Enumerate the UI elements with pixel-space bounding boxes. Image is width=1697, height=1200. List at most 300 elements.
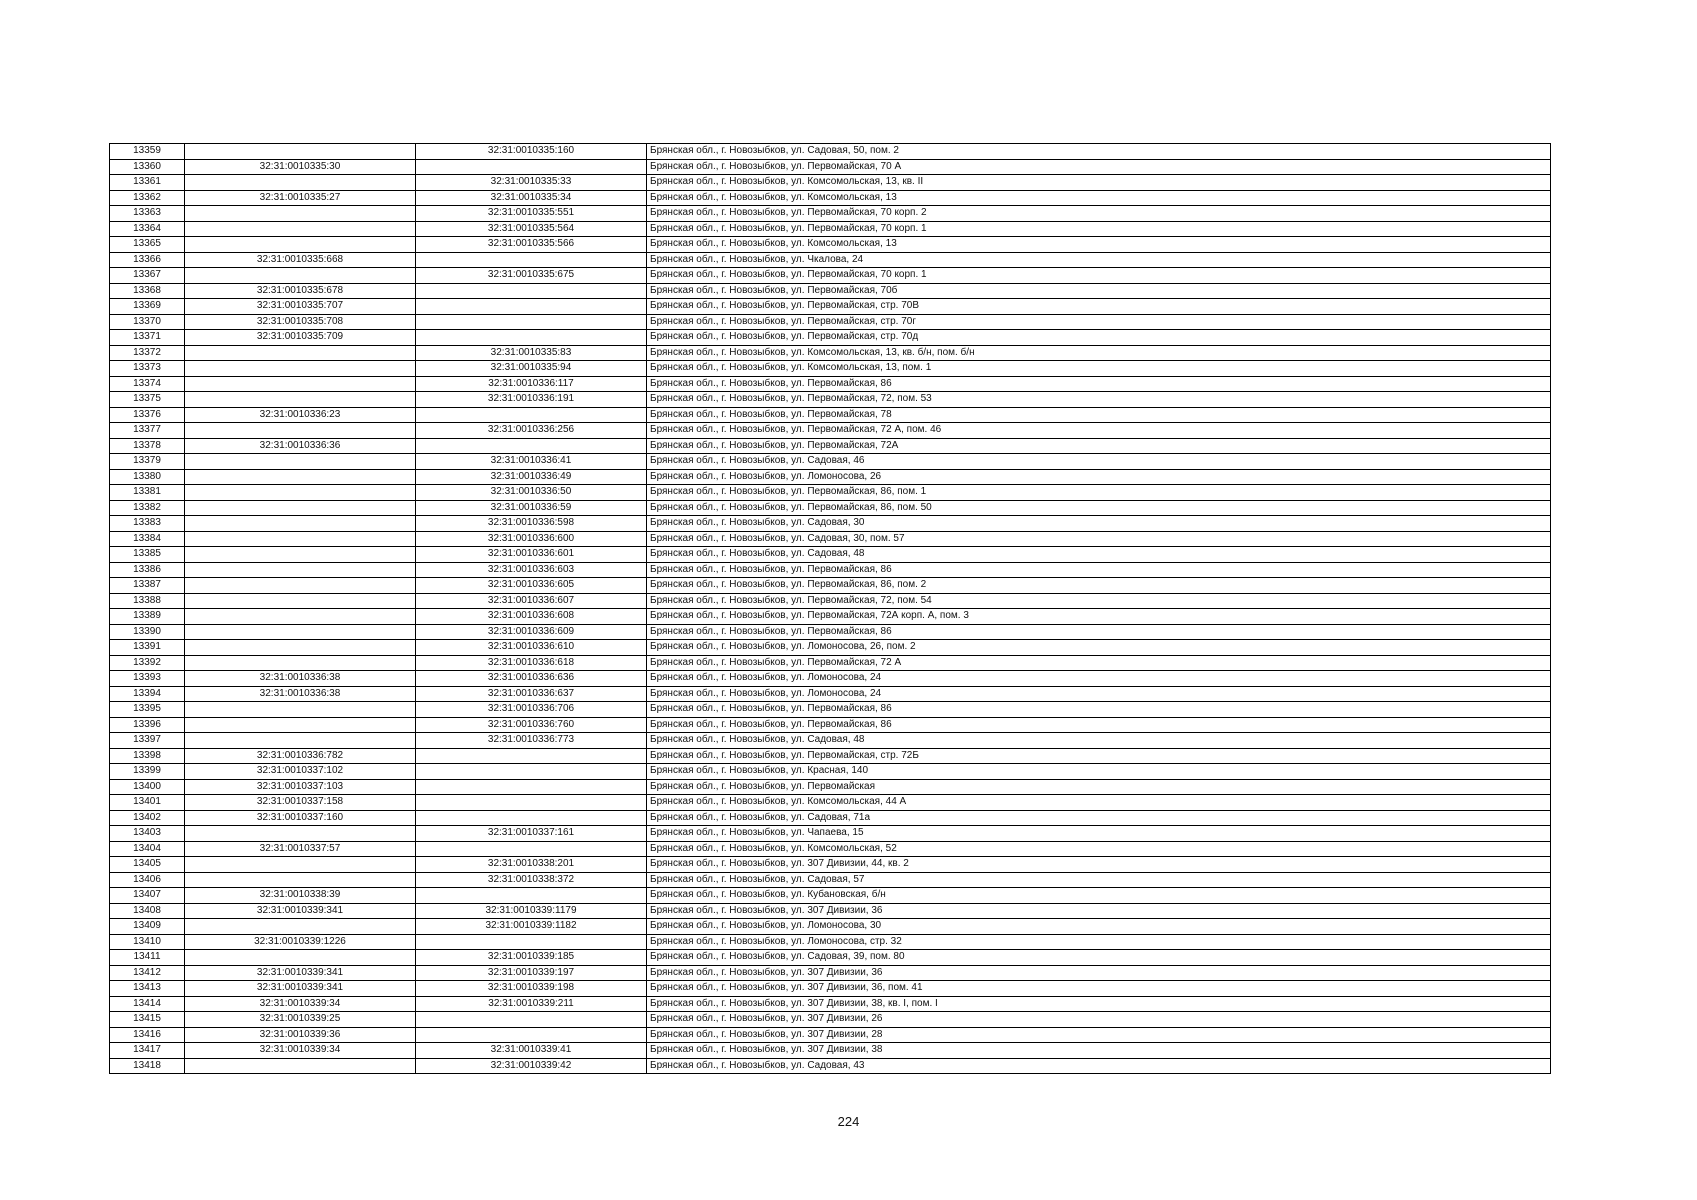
table-row xyxy=(110,1043,1551,1059)
table-row xyxy=(110,438,1551,454)
table-row xyxy=(110,733,1551,749)
building-cadastral-number-cell xyxy=(416,764,647,780)
cadastral-number-cell: 32:31:0010339:341 xyxy=(185,903,416,919)
table-row xyxy=(110,361,1551,377)
row-number-cell: 13406 xyxy=(110,872,185,888)
table-row xyxy=(110,903,1551,919)
table-row xyxy=(110,175,1551,191)
building-cadastral-number-cell xyxy=(416,748,647,764)
address-cell: Брянская обл., г. Новозыбков, ул. 307 Дивизии, 38 xyxy=(647,1043,1551,1059)
building-cadastral-number-cell: 32:31:0010337:161 xyxy=(416,826,647,842)
building-cadastral-number-cell xyxy=(416,252,647,268)
cadastral-number-cell xyxy=(185,857,416,873)
row-number-cell: 13401 xyxy=(110,795,185,811)
address-cell: Брянская обл., г. Новозыбков, ул. Первомайская, 72 А xyxy=(647,655,1551,671)
address-cell: Брянская обл., г. Новозыбков, ул. Чапаева, 15 xyxy=(647,826,1551,842)
cadastral-number-cell: 32:31:0010337:158 xyxy=(185,795,416,811)
table-row xyxy=(110,872,1551,888)
building-cadastral-number-cell: 32:31:0010336:609 xyxy=(416,624,647,640)
cadastral-number-cell: 32:31:0010339:1226 xyxy=(185,934,416,950)
cadastral-number-cell xyxy=(185,469,416,485)
address-cell: Брянская обл., г. Новозыбков, ул. Первомайская, 86, пом. 1 xyxy=(647,485,1551,501)
cadastral-number-cell xyxy=(185,516,416,532)
building-cadastral-number-cell: 32:31:0010336:600 xyxy=(416,531,647,547)
building-cadastral-number-cell: 32:31:0010336:605 xyxy=(416,578,647,594)
row-number-cell: 13361 xyxy=(110,175,185,191)
table-row xyxy=(110,500,1551,516)
building-cadastral-number-cell xyxy=(416,1012,647,1028)
row-number-cell: 13394 xyxy=(110,686,185,702)
row-number-cell: 13415 xyxy=(110,1012,185,1028)
table-row xyxy=(110,686,1551,702)
table-row xyxy=(110,950,1551,966)
table-row xyxy=(110,376,1551,392)
building-cadastral-number-cell: 32:31:0010336:59 xyxy=(416,500,647,516)
table-row xyxy=(110,469,1551,485)
table-row xyxy=(110,671,1551,687)
cadastral-number-cell xyxy=(185,237,416,253)
building-cadastral-number-cell xyxy=(416,283,647,299)
cadastral-number-cell xyxy=(185,950,416,966)
table-row xyxy=(110,624,1551,640)
table-row xyxy=(110,655,1551,671)
table-row xyxy=(110,996,1551,1012)
cadastral-number-cell xyxy=(185,717,416,733)
row-number-cell: 13381 xyxy=(110,485,185,501)
cadastral-number-cell xyxy=(185,702,416,718)
table-row xyxy=(110,407,1551,423)
table-row xyxy=(110,841,1551,857)
building-cadastral-number-cell: 32:31:0010339:1182 xyxy=(416,919,647,935)
address-cell: Брянская обл., г. Новозыбков, ул. Первомайская, 86, пом. 2 xyxy=(647,578,1551,594)
table-row xyxy=(110,423,1551,439)
cadastral-number-cell: 32:31:0010339:34 xyxy=(185,996,416,1012)
row-number-cell: 13386 xyxy=(110,562,185,578)
table-row xyxy=(110,547,1551,563)
address-cell: Брянская обл., г. Новозыбков, ул. Кубановская, б/н xyxy=(647,888,1551,904)
row-number-cell: 13412 xyxy=(110,965,185,981)
building-cadastral-number-cell: 32:31:0010336:760 xyxy=(416,717,647,733)
table-row xyxy=(110,826,1551,842)
address-cell: Брянская обл., г. Новозыбков, ул. 307 Дивизии, 28 xyxy=(647,1027,1551,1043)
row-number-cell: 13376 xyxy=(110,407,185,423)
row-number-cell: 13390 xyxy=(110,624,185,640)
building-cadastral-number-cell: 32:31:0010336:191 xyxy=(416,392,647,408)
address-cell: Брянская обл., г. Новозыбков, ул. Первомайская, 86 xyxy=(647,376,1551,392)
cadastral-number-cell xyxy=(185,640,416,656)
table-row xyxy=(110,919,1551,935)
building-cadastral-number-cell: 32:31:0010336:706 xyxy=(416,702,647,718)
cadastral-number-cell: 32:31:0010338:39 xyxy=(185,888,416,904)
building-cadastral-number-cell: 32:31:0010335:34 xyxy=(416,190,647,206)
address-cell: Брянская обл., г. Новозыбков, ул. 307 Дивизии, 36 xyxy=(647,903,1551,919)
table-row xyxy=(110,283,1551,299)
address-cell: Брянская обл., г. Новозыбков, ул. Комсомольская, 13, пом. 1 xyxy=(647,361,1551,377)
building-cadastral-number-cell: 32:31:0010336:50 xyxy=(416,485,647,501)
table-row xyxy=(110,159,1551,175)
cadastral-number-cell xyxy=(185,345,416,361)
row-number-cell: 13414 xyxy=(110,996,185,1012)
cadastral-number-cell xyxy=(185,655,416,671)
building-cadastral-number-cell: 32:31:0010339:1179 xyxy=(416,903,647,919)
row-number-cell: 13384 xyxy=(110,531,185,547)
building-cadastral-number-cell: 32:31:0010338:372 xyxy=(416,872,647,888)
cadastral-number-cell: 32:31:0010337:57 xyxy=(185,841,416,857)
cadastral-number-cell xyxy=(185,144,416,160)
row-number-cell: 13411 xyxy=(110,950,185,966)
building-cadastral-number-cell: 32:31:0010339:41 xyxy=(416,1043,647,1059)
table-row xyxy=(110,190,1551,206)
row-number-cell: 13380 xyxy=(110,469,185,485)
row-number-cell: 13368 xyxy=(110,283,185,299)
address-cell: Брянская обл., г. Новозыбков, ул. Садовая, 50, пом. 2 xyxy=(647,144,1551,160)
address-cell: Брянская обл., г. Новозыбков, ул. Первомайская, 78 xyxy=(647,407,1551,423)
address-cell: Брянская обл., г. Новозыбков, ул. Первомайская, стр. 70г xyxy=(647,314,1551,330)
row-number-cell: 13407 xyxy=(110,888,185,904)
cadastral-number-cell: 32:31:0010339:341 xyxy=(185,981,416,997)
table-row xyxy=(110,221,1551,237)
cadastral-number-cell: 32:31:0010336:36 xyxy=(185,438,416,454)
table-body xyxy=(110,144,1551,1074)
cadastral-table xyxy=(109,143,1551,1074)
row-number-cell: 13400 xyxy=(110,779,185,795)
table-row xyxy=(110,314,1551,330)
cadastral-number-cell xyxy=(185,392,416,408)
building-cadastral-number-cell: 32:31:0010336:607 xyxy=(416,593,647,609)
address-cell: Брянская обл., г. Новозыбков, ул. 307 Дивизии, 26 xyxy=(647,1012,1551,1028)
building-cadastral-number-cell: 32:31:0010335:675 xyxy=(416,268,647,284)
cadastral-number-cell: 32:31:0010335:709 xyxy=(185,330,416,346)
cadastral-number-cell xyxy=(185,624,416,640)
cadastral-number-cell: 32:31:0010337:103 xyxy=(185,779,416,795)
cadastral-number-cell xyxy=(185,547,416,563)
address-cell: Брянская обл., г. Новозыбков, ул. Первомайская, стр. 72Б xyxy=(647,748,1551,764)
cadastral-number-cell: 32:31:0010337:160 xyxy=(185,810,416,826)
building-cadastral-number-cell: 32:31:0010336:256 xyxy=(416,423,647,439)
address-cell: Брянская обл., г. Новозыбков, ул. Ломоносова, 26 xyxy=(647,469,1551,485)
address-cell: Брянская обл., г. Новозыбков, ул. Первомайская, 72 А, пом. 46 xyxy=(647,423,1551,439)
building-cadastral-number-cell xyxy=(416,159,647,175)
table-row xyxy=(110,268,1551,284)
cadastral-number-cell xyxy=(185,826,416,842)
table-row xyxy=(110,237,1551,253)
row-number-cell: 13372 xyxy=(110,345,185,361)
building-cadastral-number-cell: 32:31:0010336:637 xyxy=(416,686,647,702)
row-number-cell: 13393 xyxy=(110,671,185,687)
table-row xyxy=(110,717,1551,733)
address-cell: Брянская обл., г. Новозыбков, ул. Садовая, 39, пом. 80 xyxy=(647,950,1551,966)
address-cell: Брянская обл., г. Новозыбков, ул. Комсомольская, 44 А xyxy=(647,795,1551,811)
row-number-cell: 13377 xyxy=(110,423,185,439)
row-number-cell: 13418 xyxy=(110,1058,185,1074)
building-cadastral-number-cell: 32:31:0010336:610 xyxy=(416,640,647,656)
table-row xyxy=(110,345,1551,361)
building-cadastral-number-cell xyxy=(416,795,647,811)
table-row xyxy=(110,485,1551,501)
table-row xyxy=(110,454,1551,470)
cadastral-number-cell xyxy=(185,206,416,222)
cadastral-number-cell: 32:31:0010336:38 xyxy=(185,686,416,702)
table-row xyxy=(110,934,1551,950)
row-number-cell: 13374 xyxy=(110,376,185,392)
table-row xyxy=(110,779,1551,795)
table-row xyxy=(110,609,1551,625)
address-cell: Брянская обл., г. Новозыбков, ул. Ломоносова, 26, пом. 2 xyxy=(647,640,1551,656)
cadastral-number-cell: 32:31:0010335:30 xyxy=(185,159,416,175)
address-cell: Брянская обл., г. Новозыбков, ул. Первомайская, 70 корп. 2 xyxy=(647,206,1551,222)
address-cell: Брянская обл., г. Новозыбков, ул. 307 Дивизии, 36, пом. 41 xyxy=(647,981,1551,997)
cadastral-number-cell xyxy=(185,578,416,594)
row-number-cell: 13373 xyxy=(110,361,185,377)
address-cell: Брянская обл., г. Новозыбков, ул. Первомайская, 86 xyxy=(647,717,1551,733)
building-cadastral-number-cell: 32:31:0010335:94 xyxy=(416,361,647,377)
row-number-cell: 13398 xyxy=(110,748,185,764)
address-cell: Брянская обл., г. Новозыбков, ул. Комсомольская, 13 xyxy=(647,190,1551,206)
building-cadastral-number-cell xyxy=(416,330,647,346)
row-number-cell: 13366 xyxy=(110,252,185,268)
building-cadastral-number-cell: 32:31:0010339:211 xyxy=(416,996,647,1012)
building-cadastral-number-cell xyxy=(416,841,647,857)
row-number-cell: 13399 xyxy=(110,764,185,780)
address-cell: Брянская обл., г. Новозыбков, ул. Первомайская, 72, пом. 53 xyxy=(647,392,1551,408)
row-number-cell: 13392 xyxy=(110,655,185,671)
address-cell: Брянская обл., г. Новозыбков, ул. 307 Дивизии, 38, кв. I, пом. I xyxy=(647,996,1551,1012)
row-number-cell: 13402 xyxy=(110,810,185,826)
cadastral-number-cell: 32:31:0010337:102 xyxy=(185,764,416,780)
table-row xyxy=(110,1012,1551,1028)
row-number-cell: 13383 xyxy=(110,516,185,532)
address-cell: Брянская обл., г. Новозыбков, ул. Ломоносова, стр. 32 xyxy=(647,934,1551,950)
building-cadastral-number-cell: 32:31:0010339:185 xyxy=(416,950,647,966)
table-row xyxy=(110,299,1551,315)
building-cadastral-number-cell: 32:31:0010335:551 xyxy=(416,206,647,222)
row-number-cell: 13388 xyxy=(110,593,185,609)
building-cadastral-number-cell: 32:31:0010336:598 xyxy=(416,516,647,532)
building-cadastral-number-cell xyxy=(416,779,647,795)
building-cadastral-number-cell: 32:31:0010336:618 xyxy=(416,655,647,671)
row-number-cell: 13409 xyxy=(110,919,185,935)
row-number-cell: 13360 xyxy=(110,159,185,175)
cadastral-number-cell xyxy=(185,500,416,516)
address-cell: Брянская обл., г. Новозыбков, ул. Первомайская xyxy=(647,779,1551,795)
cadastral-number-cell xyxy=(185,562,416,578)
cadastral-number-cell: 32:31:0010336:782 xyxy=(185,748,416,764)
table-row xyxy=(110,748,1551,764)
table-row xyxy=(110,578,1551,594)
address-cell: Брянская обл., г. Новозыбков, ул. Комсомольская, 13, кв. б/н, пом. б/н xyxy=(647,345,1551,361)
address-cell: Брянская обл., г. Новозыбков, ул. Садовая, 43 xyxy=(647,1058,1551,1074)
row-number-cell: 13397 xyxy=(110,733,185,749)
address-cell: Брянская обл., г. Новозыбков, ул. Садовая, 48 xyxy=(647,547,1551,563)
address-cell: Брянская обл., г. Новозыбков, ул. Ломоносова, 24 xyxy=(647,671,1551,687)
cadastral-number-cell: 32:31:0010335:708 xyxy=(185,314,416,330)
address-cell: Брянская обл., г. Новозыбков, ул. 307 Дивизии, 44, кв. 2 xyxy=(647,857,1551,873)
building-cadastral-number-cell xyxy=(416,314,647,330)
table-row xyxy=(110,965,1551,981)
building-cadastral-number-cell xyxy=(416,934,647,950)
table-row xyxy=(110,206,1551,222)
address-cell: Брянская обл., г. Новозыбков, ул. Садовая, 57 xyxy=(647,872,1551,888)
cadastral-number-cell: 32:31:0010336:38 xyxy=(185,671,416,687)
row-number-cell: 13382 xyxy=(110,500,185,516)
cadastral-number-cell xyxy=(185,919,416,935)
building-cadastral-number-cell: 32:31:0010336:773 xyxy=(416,733,647,749)
row-number-cell: 13365 xyxy=(110,237,185,253)
building-cadastral-number-cell: 32:31:0010339:42 xyxy=(416,1058,647,1074)
building-cadastral-number-cell: 32:31:0010336:49 xyxy=(416,469,647,485)
row-number-cell: 13379 xyxy=(110,454,185,470)
cadastral-number-cell: 32:31:0010335:668 xyxy=(185,252,416,268)
cadastral-number-cell xyxy=(185,268,416,284)
table-row xyxy=(110,562,1551,578)
building-cadastral-number-cell xyxy=(416,810,647,826)
row-number-cell: 13370 xyxy=(110,314,185,330)
row-number-cell: 13375 xyxy=(110,392,185,408)
cadastral-number-cell xyxy=(185,361,416,377)
table-row xyxy=(110,144,1551,160)
cadastral-number-cell: 32:31:0010339:36 xyxy=(185,1027,416,1043)
row-number-cell: 13385 xyxy=(110,547,185,563)
building-cadastral-number-cell: 32:31:0010335:160 xyxy=(416,144,647,160)
address-cell: Брянская обл., г. Новозыбков, ул. Комсомольская, 52 xyxy=(647,841,1551,857)
table-row xyxy=(110,1027,1551,1043)
cadastral-number-cell: 32:31:0010335:707 xyxy=(185,299,416,315)
row-number-cell: 13403 xyxy=(110,826,185,842)
building-cadastral-number-cell xyxy=(416,1027,647,1043)
address-cell: Брянская обл., г. Новозыбков, ул. 307 Дивизии, 36 xyxy=(647,965,1551,981)
cadastral-number-cell: 32:31:0010339:34 xyxy=(185,1043,416,1059)
cadastral-number-cell xyxy=(185,221,416,237)
address-cell: Брянская обл., г. Новозыбков, ул. Первомайская, 86, пом. 50 xyxy=(647,500,1551,516)
row-number-cell: 13387 xyxy=(110,578,185,594)
cadastral-number-cell xyxy=(185,609,416,625)
cadastral-number-cell xyxy=(185,733,416,749)
row-number-cell: 13389 xyxy=(110,609,185,625)
cadastral-number-cell: 32:31:0010336:23 xyxy=(185,407,416,423)
row-number-cell: 13396 xyxy=(110,717,185,733)
address-cell: Брянская обл., г. Новозыбков, ул. Первомайская, стр. 70д xyxy=(647,330,1551,346)
building-cadastral-number-cell xyxy=(416,888,647,904)
address-cell: Брянская обл., г. Новозыбков, ул. Первомайская, 70 корп. 1 xyxy=(647,268,1551,284)
cadastral-number-cell: 32:31:0010335:27 xyxy=(185,190,416,206)
row-number-cell: 13362 xyxy=(110,190,185,206)
row-number-cell: 13410 xyxy=(110,934,185,950)
table-row xyxy=(110,593,1551,609)
address-cell: Брянская обл., г. Новозыбков, ул. Первомайская, 72, пом. 54 xyxy=(647,593,1551,609)
table-row xyxy=(110,702,1551,718)
building-cadastral-number-cell: 32:31:0010336:636 xyxy=(416,671,647,687)
table-row xyxy=(110,516,1551,532)
table-row xyxy=(110,1058,1551,1074)
cadastral-number-cell xyxy=(185,485,416,501)
row-number-cell: 13408 xyxy=(110,903,185,919)
table-row xyxy=(110,531,1551,547)
building-cadastral-number-cell: 32:31:0010336:603 xyxy=(416,562,647,578)
cadastral-number-cell: 32:31:0010339:25 xyxy=(185,1012,416,1028)
row-number-cell: 13395 xyxy=(110,702,185,718)
cadastral-number-cell xyxy=(185,376,416,392)
address-cell: Брянская обл., г. Новозыбков, ул. Первомайская, 72А xyxy=(647,438,1551,454)
building-cadastral-number-cell: 32:31:0010339:197 xyxy=(416,965,647,981)
row-number-cell: 13359 xyxy=(110,144,185,160)
cadastral-number-cell xyxy=(185,454,416,470)
cadastral-number-cell xyxy=(185,175,416,191)
table-row xyxy=(110,392,1551,408)
cadastral-number-cell xyxy=(185,1058,416,1074)
cadastral-number-cell: 32:31:0010335:678 xyxy=(185,283,416,299)
building-cadastral-number-cell: 32:31:0010336:601 xyxy=(416,547,647,563)
address-cell: Брянская обл., г. Новозыбков, ул. Садовая, 48 xyxy=(647,733,1551,749)
cadastral-number-cell xyxy=(185,872,416,888)
row-number-cell: 13391 xyxy=(110,640,185,656)
table-row xyxy=(110,640,1551,656)
row-number-cell: 13417 xyxy=(110,1043,185,1059)
address-cell: Брянская обл., г. Новозыбков, ул. Комсомольская, 13, кв. II xyxy=(647,175,1551,191)
row-number-cell: 13364 xyxy=(110,221,185,237)
building-cadastral-number-cell: 32:31:0010335:33 xyxy=(416,175,647,191)
address-cell: Брянская обл., г. Новозыбков, ул. Первомайская, 86 xyxy=(647,624,1551,640)
address-cell: Брянская обл., г. Новозыбков, ул. Первомайская, 70 корп. 1 xyxy=(647,221,1551,237)
building-cadastral-number-cell xyxy=(416,407,647,423)
building-cadastral-number-cell: 32:31:0010338:201 xyxy=(416,857,647,873)
row-number-cell: 13367 xyxy=(110,268,185,284)
row-number-cell: 13405 xyxy=(110,857,185,873)
address-cell: Брянская обл., г. Новозыбков, ул. Первомайская, 70б xyxy=(647,283,1551,299)
address-cell: Брянская обл., г. Новозыбков, ул. Первомайская, 86 xyxy=(647,562,1551,578)
address-cell: Брянская обл., г. Новозыбков, ул. Ломоносова, 24 xyxy=(647,686,1551,702)
row-number-cell: 13413 xyxy=(110,981,185,997)
address-cell: Брянская обл., г. Новозыбков, ул. Красная, 140 xyxy=(647,764,1551,780)
table-row xyxy=(110,888,1551,904)
address-cell: Брянская обл., г. Новозыбков, ул. Садовая, 30 xyxy=(647,516,1551,532)
cadastral-number-cell xyxy=(185,531,416,547)
building-cadastral-number-cell xyxy=(416,299,647,315)
table-row xyxy=(110,764,1551,780)
building-cadastral-number-cell xyxy=(416,438,647,454)
row-number-cell: 13371 xyxy=(110,330,185,346)
building-cadastral-number-cell: 32:31:0010335:566 xyxy=(416,237,647,253)
building-cadastral-number-cell: 32:31:0010335:564 xyxy=(416,221,647,237)
table-row xyxy=(110,795,1551,811)
table-row xyxy=(110,981,1551,997)
page-number: 224 xyxy=(837,1114,860,1129)
address-cell: Брянская обл., г. Новозыбков, ул. Первомайская, стр. 70В xyxy=(647,299,1551,315)
row-number-cell: 13404 xyxy=(110,841,185,857)
building-cadastral-number-cell: 32:31:0010336:117 xyxy=(416,376,647,392)
building-cadastral-number-cell: 32:31:0010336:41 xyxy=(416,454,647,470)
row-number-cell: 13416 xyxy=(110,1027,185,1043)
address-cell: Брянская обл., г. Новозыбков, ул. Первомайская, 72А корп. А, пом. 3 xyxy=(647,609,1551,625)
address-cell: Брянская обл., г. Новозыбков, ул. Первомайская, 86 xyxy=(647,702,1551,718)
building-cadastral-number-cell: 32:31:0010339:198 xyxy=(416,981,647,997)
table-row xyxy=(110,330,1551,346)
table-row xyxy=(110,810,1551,826)
address-cell: Брянская обл., г. Новозыбков, ул. Первомайская, 70 А xyxy=(647,159,1551,175)
table-row xyxy=(110,252,1551,268)
building-cadastral-number-cell: 32:31:0010335:83 xyxy=(416,345,647,361)
address-cell: Брянская обл., г. Новозыбков, ул. Комсомольская, 13 xyxy=(647,237,1551,253)
table-row xyxy=(110,857,1551,873)
address-cell: Брянская обл., г. Новозыбков, ул. Чкалова, 24 xyxy=(647,252,1551,268)
row-number-cell: 13363 xyxy=(110,206,185,222)
row-number-cell: 13369 xyxy=(110,299,185,315)
address-cell: Брянская обл., г. Новозыбков, ул. Садовая, 30, пом. 57 xyxy=(647,531,1551,547)
address-cell: Брянская обл., г. Новозыбков, ул. Садовая, 71а xyxy=(647,810,1551,826)
address-cell: Брянская обл., г. Новозыбков, ул. Садовая, 46 xyxy=(647,454,1551,470)
cadastral-number-cell xyxy=(185,593,416,609)
address-cell: Брянская обл., г. Новозыбков, ул. Ломоносова, 30 xyxy=(647,919,1551,935)
building-cadastral-number-cell: 32:31:0010336:608 xyxy=(416,609,647,625)
